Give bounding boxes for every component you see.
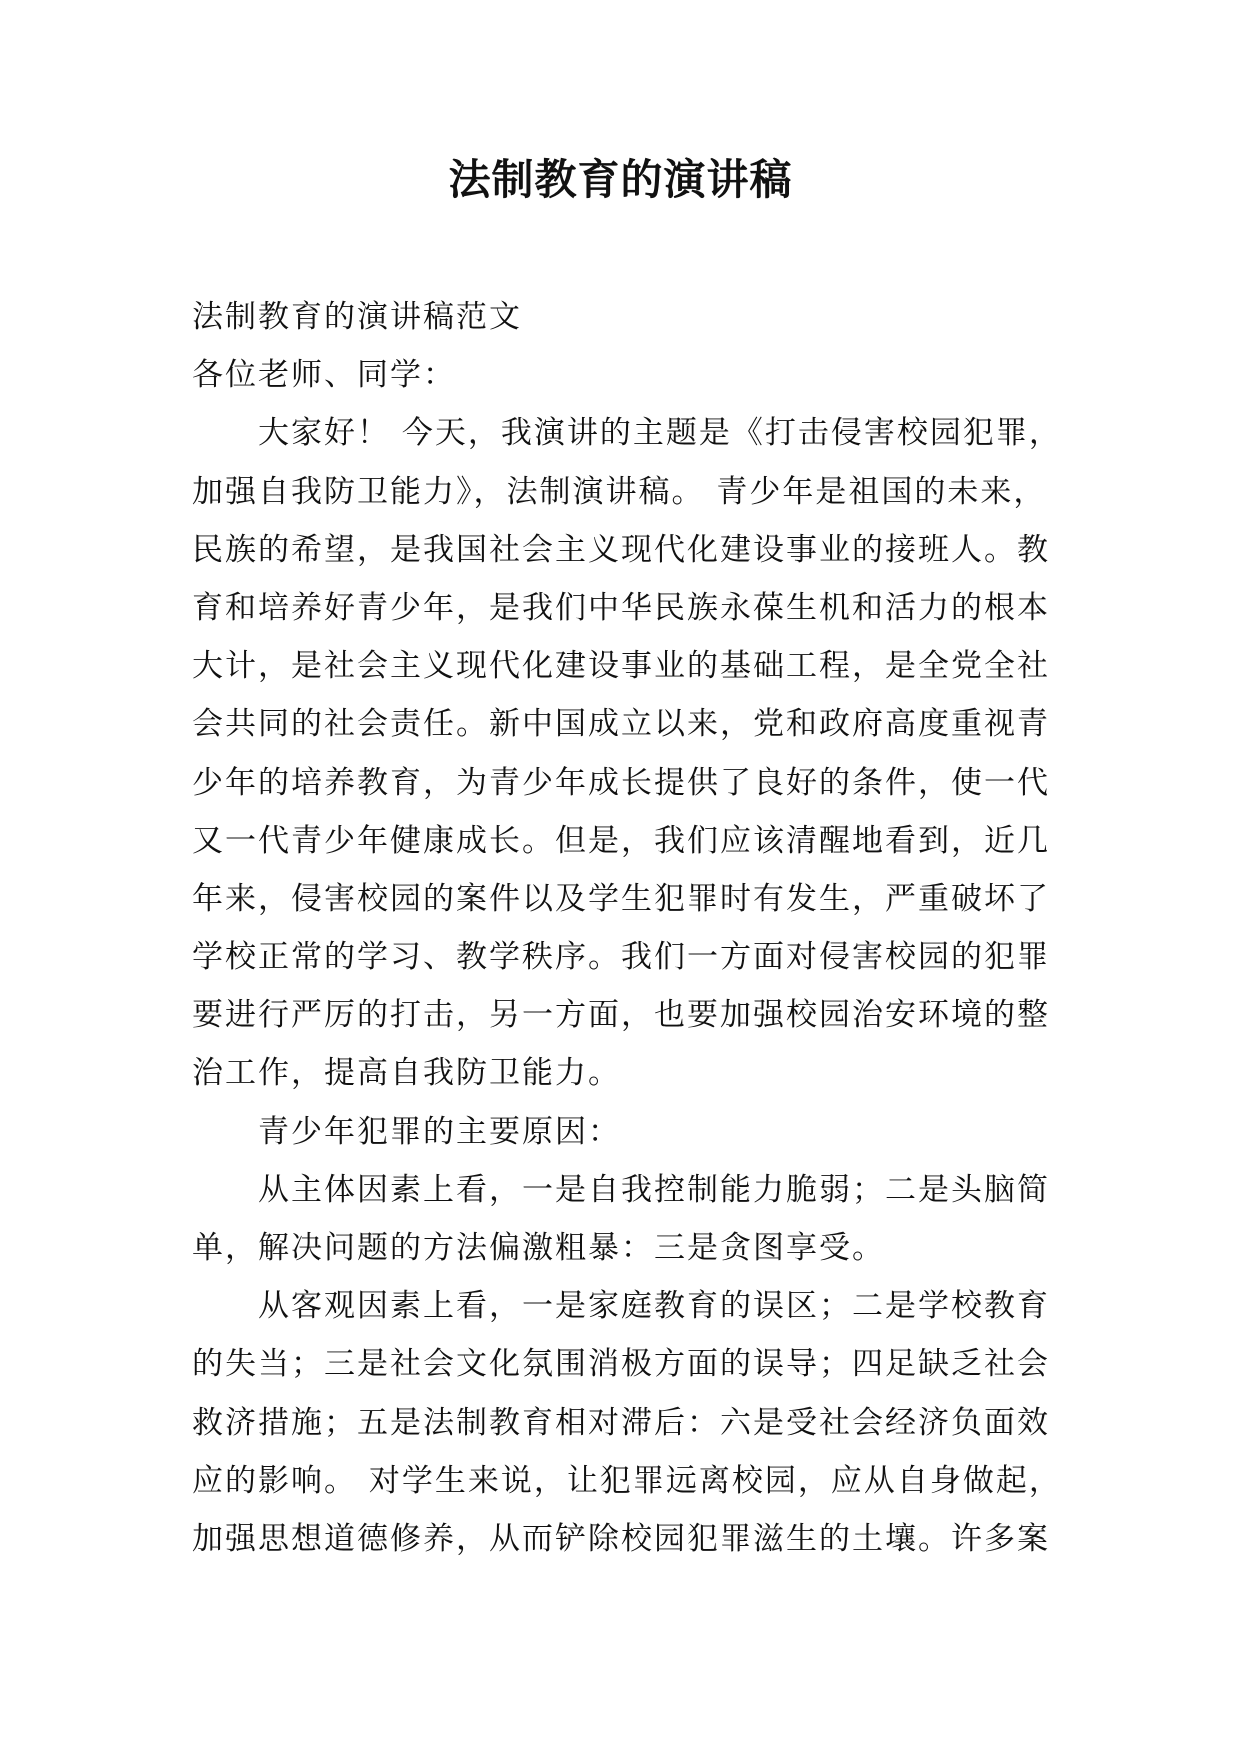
paragraph-line: 的失当；三是社会文化氛围消极方面的误导；四足缺乏社会 [192,1346,1050,1383]
paragraph-line: 应的影响。 对学生来说，让犯罪远离校园，应从自身做起， [192,1462,1062,1499]
paragraph-line: 救济措施；五是法制教育相对滞后：六是受社会经济负面效 [192,1404,1050,1441]
paragraph-line: 育和培养好青少年，是我们中华民族永葆生机和活力的根本 [192,589,1050,626]
paragraph-line: 民族的希望，是我国社会主义现代化建设事业的接班人。教 [192,531,1050,568]
paragraph-line: 单，解决问题的方法偏激粗暴：三是贪图享受。 [192,1230,885,1266]
paragraph-line: 会共同的社会责任。新中国成立以来，党和政府高度重视青 [192,706,1050,743]
document-body [192,288,1062,1568]
paragraph-line: 加强自我防卫能力》，法制演讲稿。 青少年是祖国的未来， [192,473,1047,510]
document-title: 法制教育的演讲稿 [448,155,793,204]
paragraph-line: 少年的培养教育，为青少年成长提供了良好的条件，使一代 [192,764,1050,801]
paragraph-line: 学校正常的学习、教学秩序。我们一方面对侵害校园的犯罪 [192,939,1050,976]
salutation-line: 各位老师、同学： [192,357,456,394]
paragraph-line: 从客观因素上看，一是家庭教育的误区；二是学校教育 [258,1288,1050,1325]
paragraph-line: 大家好！ 今天，我演讲的主题是《打击侵害校园犯罪， [258,415,1062,452]
paragraph-line: 加强思想道德修养，从而铲除校园犯罪滋生的土壤。许多案 [192,1520,1050,1557]
paragraph-line: 要进行严厉的打击，另一方面，也要加强校园治安环境的整 [192,997,1050,1034]
paragraph-line: 从主体因素上看，一是自我控制能力脆弱；二是头脑简 [258,1171,1050,1208]
paragraph-line: 又一代青少年健康成长。但是，我们应该清醒地看到，近几 [192,822,1050,859]
paragraph-line: 大计，是社会主义现代化建设事业的基础工程，是全党全社 [192,648,1050,685]
paragraph-line: 年来，侵害校园的案件以及学生犯罪时有发生，严重破坏了 [192,880,1050,917]
subtitle-line: 法制教育的演讲稿范文 [192,299,522,335]
section-heading-line: 青少年犯罪的主要原因： [258,1113,621,1150]
paragraph-line: 治工作，提高自我防卫能力。 [192,1055,621,1092]
